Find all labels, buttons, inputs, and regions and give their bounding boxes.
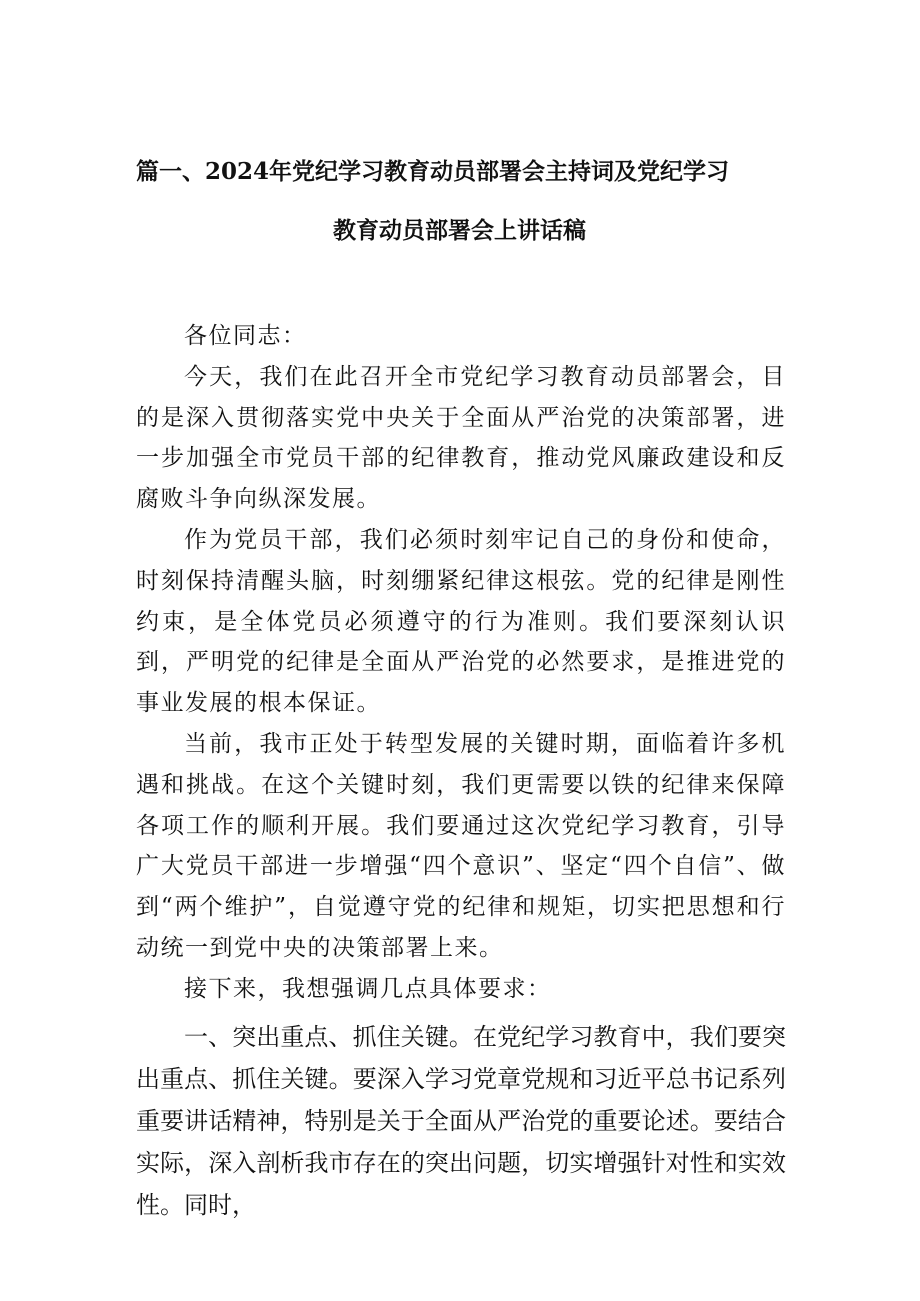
document-title-line-2: 教育动员部署会上讲话稿 <box>333 217 586 244</box>
paragraph: 接下来，我想强调几点具体要求： <box>184 975 552 1002</box>
paragraph: 作为党员干部，我们必须时刻牢记自己的身份和使命，时刻保持清醒头脑，时刻绷紧纪律这根弦。党的纪律是刚性约束，是全体党员必须遵守的行为准则。我们要深刻认识到，严明党的纪律是全面从严治党的必然要求，是推进党的事业发展的根本保证。 <box>136 526 786 717</box>
document-title-line-1: 篇一、2024年党纪学习教育动员部署会主持词及党纪学习 <box>136 158 730 185</box>
document-body <box>136 316 786 1226</box>
paragraph-section-one: 一、突出重点、抓住关键。在党纪学习教育中，我们要突出重点、抓住关键。要深入学习党章党规和习近平总书记系列重要讲话精神，特别是关于全面从严治党的重要论述。要结合实际，深入剖析我市存在的突出问题，切实增强针对性和实效性。同时， <box>136 1022 786 1219</box>
paragraph: 当前，我市正处于转型发展的关键时期，面临着许多机遇和挑战。在这个关键时刻，我们更需要以铁的纪律来保障各项工作的顺利开展。我们要通过这次党纪学习教育，引导广大党员干部进一步增强“四个意识”、坚定“四个自信”、做到“两个维护”，自觉遵守党的纪律和规矩，切实把思想和行动统一到党中央的决策部署上来。 <box>136 730 786 961</box>
salutation: 各位同志： <box>184 323 307 349</box>
paragraph: 今天，我们在此召开全市党纪学习教育动员部署会，目的是深入贯彻落实党中央关于全面从严治党的决策部署，进一步加强全市党员干部的纪律教育，推动党风廉政建设和反腐败斗争向纵深发展。 <box>136 363 786 513</box>
